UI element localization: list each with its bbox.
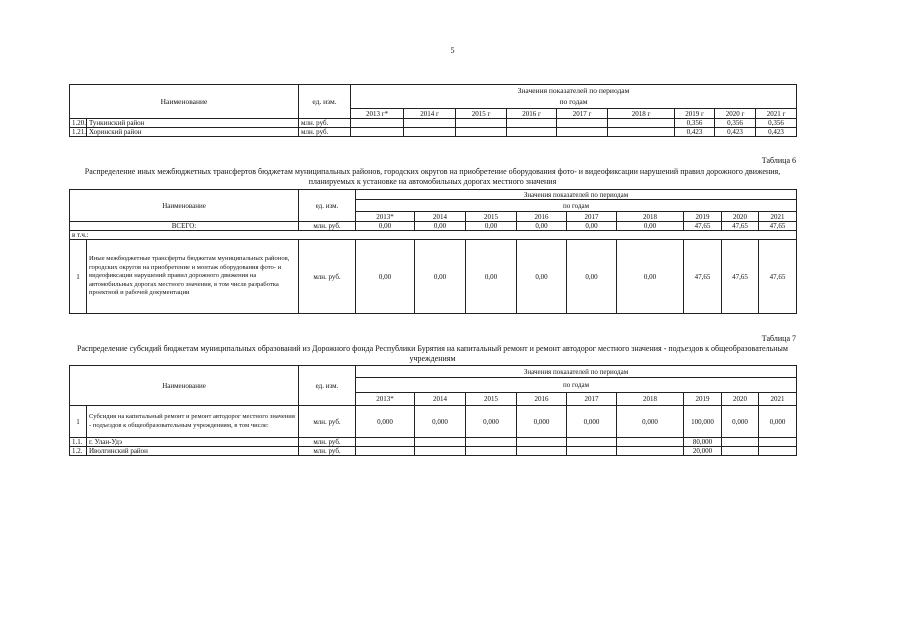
year-header: 2019 — [684, 393, 722, 406]
year-header: 2017 — [567, 212, 617, 222]
cell-value: 47,65 — [684, 222, 722, 231]
row-unit: млн. руб. — [299, 128, 351, 137]
cell-value — [351, 119, 404, 128]
cell-value: 0,00 — [356, 240, 415, 314]
total-row — [70, 222, 797, 231]
year-header: 2020 — [722, 212, 759, 222]
col-header-unit: ед. изм. — [299, 366, 356, 406]
cell-value — [722, 438, 759, 447]
year-header: 2019 — [684, 212, 722, 222]
cell-value: 20,000 — [684, 447, 722, 456]
year-header: 2013* — [356, 393, 415, 406]
row-unit: млн. руб. — [299, 438, 356, 447]
cell-value: 0,000 — [722, 406, 759, 438]
col-header-by-years: по годам — [351, 97, 797, 109]
row-number: 1.1. — [70, 438, 87, 447]
cell-value: 0,00 — [466, 240, 517, 314]
year-header: 2015 — [466, 393, 517, 406]
row-unit: млн. руб. — [299, 119, 351, 128]
col-header-name: Наименование — [70, 366, 299, 406]
cell-value — [415, 447, 466, 456]
cell-value — [507, 119, 557, 128]
cell-value: 0,356 — [715, 119, 756, 128]
table-row — [70, 119, 797, 128]
row-unit: млн. руб. — [299, 240, 356, 314]
year-header: 2015 г — [456, 109, 507, 119]
cell-value — [617, 438, 684, 447]
table-row — [70, 438, 797, 447]
row-number: 1.21. — [70, 128, 87, 137]
col-header-name: Наименование — [70, 85, 299, 119]
year-header: 2020 — [722, 393, 759, 406]
table-row — [70, 240, 797, 314]
table7 — [69, 365, 797, 456]
table-row — [70, 128, 797, 137]
row-number: 1.2. — [70, 447, 87, 456]
table-continued — [69, 84, 797, 137]
cell-value — [507, 128, 557, 137]
cell-value: 0,000 — [466, 406, 517, 438]
cell-value — [466, 447, 517, 456]
row-name: Тункинский район — [87, 119, 299, 128]
cell-value — [567, 438, 617, 447]
year-header: 2015 — [466, 212, 517, 222]
year-header: 2021 — [759, 212, 797, 222]
col-header-values: Значения показателей по периодам — [356, 190, 797, 200]
row-unit: млн. руб. — [299, 447, 356, 456]
cell-value: 0,00 — [415, 240, 466, 314]
cell-value — [356, 447, 415, 456]
year-header: 2013* — [356, 212, 415, 222]
cell-value: 0,000 — [517, 406, 567, 438]
table6 — [69, 189, 797, 314]
col-header-unit: ед. изм. — [299, 190, 356, 222]
cell-value: 0,00 — [466, 222, 517, 231]
cell-value: 0,423 — [715, 128, 756, 137]
year-header: 2016 г — [507, 109, 557, 119]
table-row — [70, 447, 797, 456]
cell-value — [517, 447, 567, 456]
cell-value — [557, 128, 608, 137]
col-header-name: Наименование — [70, 190, 299, 222]
incl-row — [70, 231, 797, 240]
cell-value: 100,000 — [684, 406, 722, 438]
cell-value — [608, 119, 675, 128]
cell-value: 0,000 — [567, 406, 617, 438]
col-header-by-years: по годам — [356, 200, 797, 212]
cell-value: 0,356 — [675, 119, 715, 128]
year-header: 2014 — [415, 393, 466, 406]
cell-value: 0,00 — [567, 240, 617, 314]
cell-value: 0,00 — [567, 222, 617, 231]
cell-value: 80,000 — [684, 438, 722, 447]
cell-value: 0,000 — [415, 406, 466, 438]
year-header: 2021 г — [756, 109, 797, 119]
year-header: 2013 г* — [351, 109, 404, 119]
year-header: 2016 — [517, 393, 567, 406]
cell-value — [722, 447, 759, 456]
cell-value: 0,423 — [756, 128, 797, 137]
cell-value: 0,000 — [617, 406, 684, 438]
row-name: Иные межбюджетные трансферты бюджетам муниципальных районов, городских округов на приобретение и монтаж оборудования фото- и видеофиксации нарушений правил дорожного движения на автомобильных дорогах местного значения, в том числе разработка проектной и рабочей документации — [87, 240, 299, 314]
cell-value — [759, 447, 797, 456]
cell-value: 0,000 — [759, 406, 797, 438]
cell-value: 47,65 — [759, 240, 797, 314]
cell-value: 47,65 — [722, 240, 759, 314]
cell-value: 0,000 — [356, 406, 415, 438]
cell-value: 0,00 — [356, 222, 415, 231]
incl-label: в т.ч.: — [70, 231, 797, 240]
cell-value: 0,00 — [617, 240, 684, 314]
cell-value — [356, 438, 415, 447]
year-header: 2019 г — [675, 109, 715, 119]
row-number: 1 — [70, 240, 87, 314]
cell-value — [456, 128, 507, 137]
year-header: 2017 — [567, 393, 617, 406]
year-header: 2017 г — [557, 109, 608, 119]
year-header: 2018 — [617, 393, 684, 406]
year-header: 2016 — [517, 212, 567, 222]
col-header-values: Значения показателей по периодам — [356, 366, 797, 378]
row-number: 1.20. — [70, 119, 87, 128]
cell-value: 47,65 — [759, 222, 797, 231]
col-header-values: Значения показателей по периодам — [351, 85, 797, 97]
total-label: ВСЕГО: — [70, 222, 299, 231]
cell-value — [557, 119, 608, 128]
cell-value: 0,00 — [517, 222, 567, 231]
cell-value — [351, 128, 404, 137]
year-header: 2014 г — [404, 109, 456, 119]
year-header: 2018 — [617, 212, 684, 222]
row-unit: млн. руб. — [299, 222, 356, 231]
cell-value: 47,65 — [684, 240, 722, 314]
row-name: г. Улан-Удэ — [87, 438, 299, 447]
cell-value: 0,00 — [517, 240, 567, 314]
cell-value — [466, 438, 517, 447]
year-header: 2014 — [415, 212, 466, 222]
page-number: 5 — [450, 46, 455, 55]
year-header: 2020 г — [715, 109, 756, 119]
table6-title: Распределение иных межбюджетных трансфертов бюджетам муниципальных районов, городских округов на приобретение оборудования фото- и видеофиксации нарушений правил дорожного движения, планируемых к установке на автомобильных дорогах местного значения — [84, 167, 781, 186]
cell-value — [404, 128, 456, 137]
cell-value: 0,356 — [756, 119, 797, 128]
cell-value: 47,65 — [722, 222, 759, 231]
row-name: Субсидия на капитальный ремонт и ремонт автодорог местного значения - подъездов к общеобразовательным учреждениям, в том числе: — [87, 406, 299, 438]
year-header: 2021 — [759, 393, 797, 406]
table7-title: Распределение субсидий бюджетам муниципальных образований из Дорожного фонда Республики Бурятия на капитальный ремонт и ремонт автодорог местного значения - подъездов к общеобразовательным учреждениям — [77, 344, 788, 363]
col-header-by-years: по годам — [356, 378, 797, 393]
table7-label: Таблица 7 — [761, 334, 796, 343]
row-name: Хоринский район — [87, 128, 299, 137]
col-header-unit: ед. изм. — [299, 85, 351, 119]
table-row — [70, 406, 797, 438]
cell-value: 0,00 — [617, 222, 684, 231]
cell-value — [517, 438, 567, 447]
table6-label: Таблица 6 — [761, 156, 796, 165]
cell-value — [415, 438, 466, 447]
cell-value — [617, 447, 684, 456]
cell-value: 0,423 — [675, 128, 715, 137]
row-name: Иволгинский район — [87, 447, 299, 456]
cell-value — [456, 119, 507, 128]
cell-value — [404, 119, 456, 128]
cell-value — [567, 447, 617, 456]
cell-value — [759, 438, 797, 447]
year-header: 2018 г — [608, 109, 675, 119]
row-unit: млн. руб. — [299, 406, 356, 438]
row-number: 1 — [70, 406, 87, 438]
cell-value — [608, 128, 675, 137]
cell-value: 0,00 — [415, 222, 466, 231]
